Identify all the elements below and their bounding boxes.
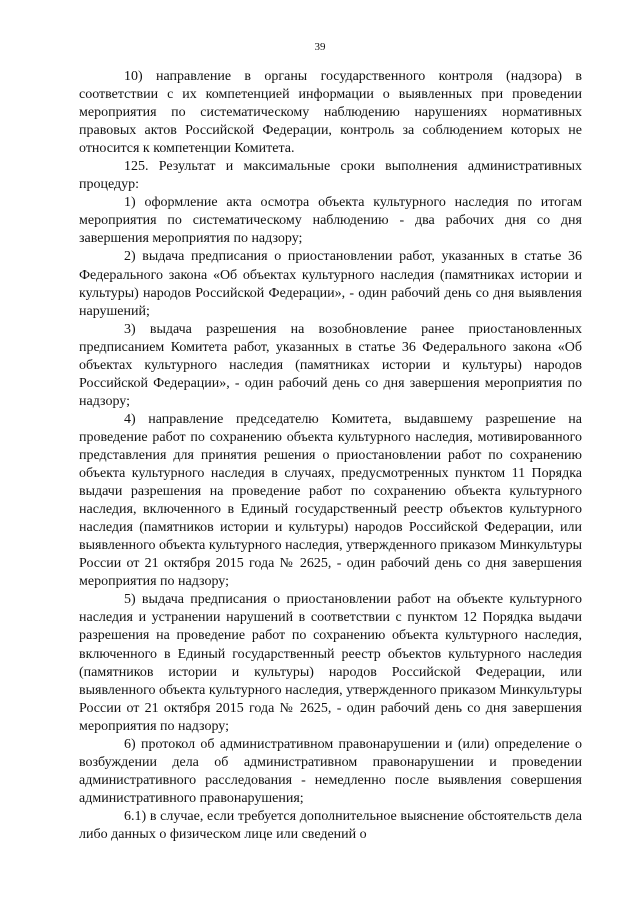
paragraph-125-heading: 125. Результат и максимальные сроки выполнения административных процедур: <box>79 159 582 193</box>
paragraph-item-1: 1) оформление акта осмотра объекта культурного наследия по итогам мероприятия по систематическому наблюдению - два рабочих дня со дня завершения мероприятия по надзору; <box>79 195 582 247</box>
paragraph-item-2: 2) выдача предписания о приостановлении работ, указанных в статье 36 Федерального закона «Об объектах культурного наследия (памятниках истории и культуры) народов Российской Федерации», - один рабочий день со дня выявления нарушений; <box>79 249 582 319</box>
paragraph-item-3: 3) выдача разрешения на возобновление ранее приостановленных предписанием Комитета работ, указанных в статье 36 Федерального закона «Об объектах культурного наследия (памятниках истории и культуры) народов Российской Федерации», - один рабочий день со дня завершения мероприятия по надзору; <box>79 321 582 409</box>
paragraph-item-5: 5) выдача предписания о приостановлении работ на объекте культурного наследия и устранении нарушений в соответствии с пунктом 12 Порядка выдачи разрешения на проведение работ по сохранению объекта культурного наследия, включенного в Единый государственный реестр объектов культурного наследия (памятников истории и культуры) народов Российской Федерации, или выявленного объекта культурного наследия, утвержденного приказом Минкультуры России от 21 октября 2015 года № 2625, - один рабочий день со дня завершения мероприятия по надзору; <box>79 592 582 734</box>
paragraph-item-4: 4) направление председателю Комитета, выдавшему разрешение на проведение работ по сохранению объекта культурного наследия, мотивированного представления для принятия решения о приостановлении работ по сохранению объекта культурного наследия в случаях, предусмотренных пунктом 11 Порядка выдачи разрешения на проведение работ по сохранению объекта культурного наследия, включенного в Единый государственный реестр объектов культурного наследия (памятников истории и культуры) народов Российской Федерации, или выявленного объекта культурного наследия, утвержденного приказом Минкультуры России от 21 октября 2015 года № 2625, - один рабочий день со дня завершения мероприятия по надзору; <box>79 411 582 590</box>
page-number: 39 <box>314 41 326 53</box>
paragraph-item-6: 6) протокол об административном правонарушении и (или) определение о возбуждении дела об административном правонарушении и проведении административного расследования - немедленно после выявления совершения административного правонарушения; <box>79 736 582 806</box>
document-body <box>79 68 582 844</box>
paragraph-item-6-1: 6.1) в случае, если требуется дополнительное выяснение обстоятельств дела либо данных о физическом лице или сведений о <box>79 808 582 842</box>
paragraph-item-10: 10) направление в органы государственного контроля (надзора) в соответствии с их компетенцией информации о выявленных при проведении мероприятия по систематическому наблюдению нарушениях нормативных правовых актов Российской Федерации, контроль за соблюдением которых не относится к компетенции Комитета. <box>79 69 582 157</box>
